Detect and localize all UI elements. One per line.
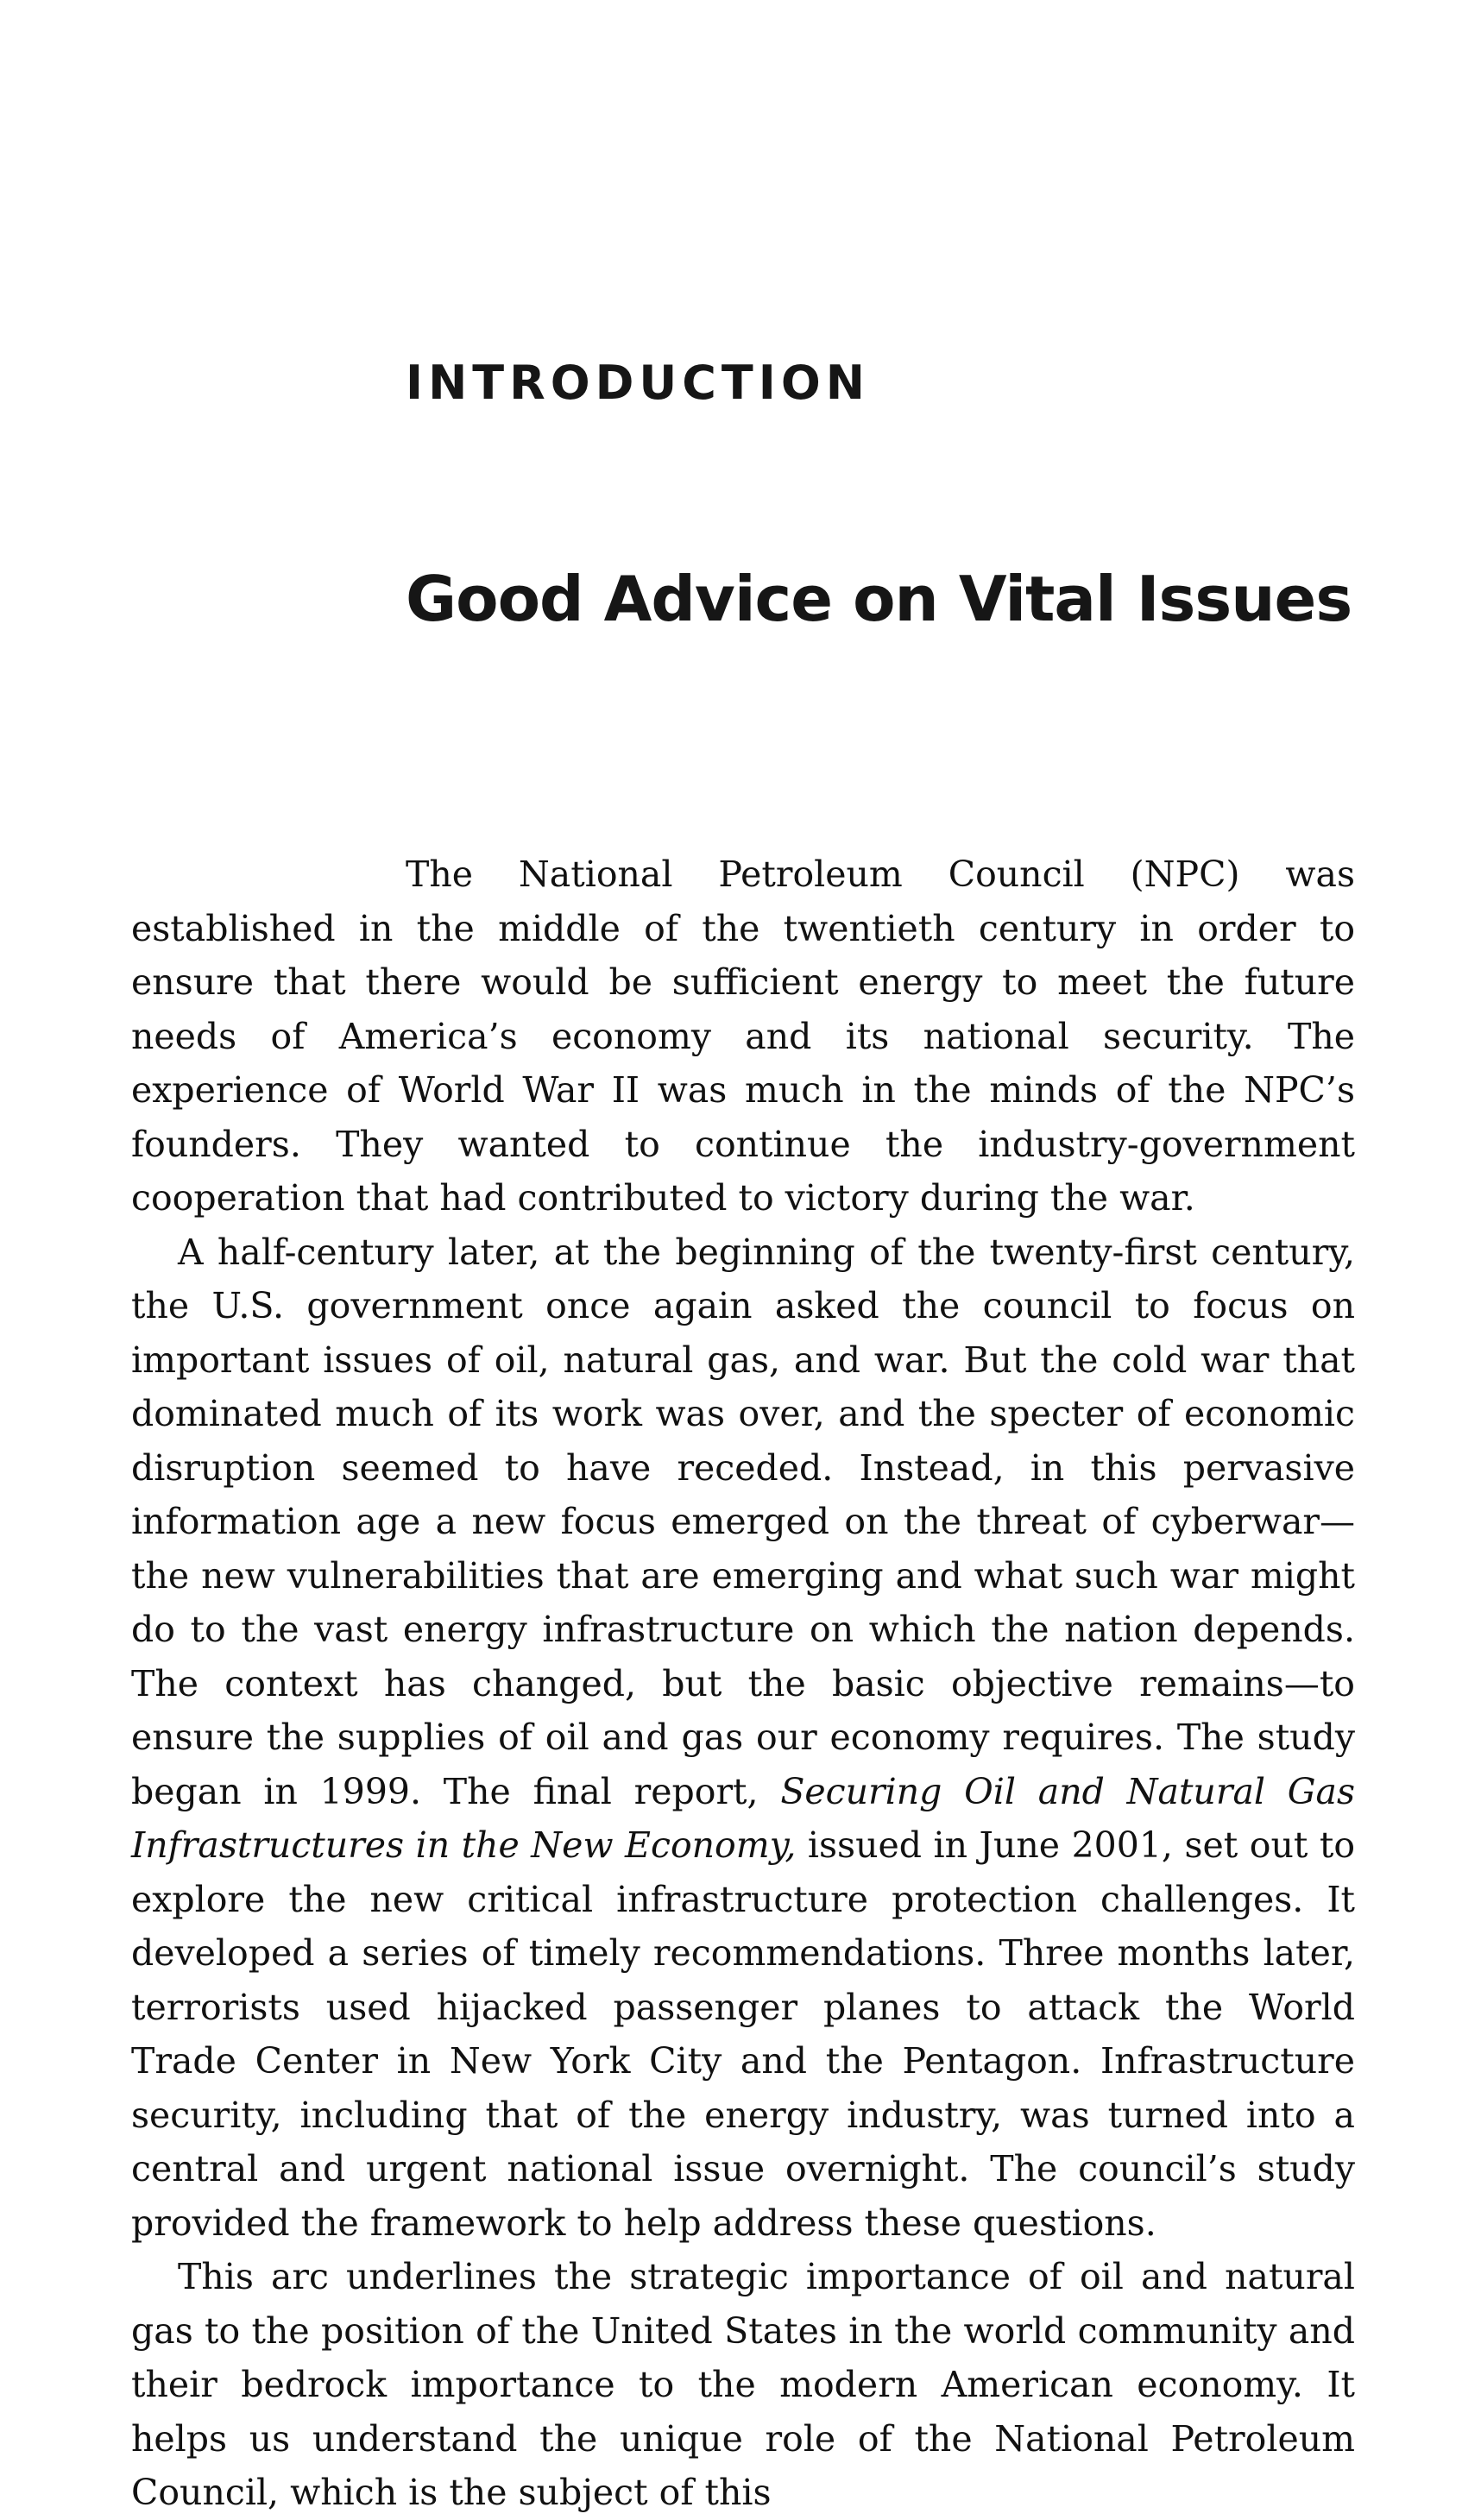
paragraph-3: This arc underlines the strategic importance of oil and natural gas to the position of the United States in the world community and their bedrock importance to the modern American economy. It helps us understand the unique role of the National Petroleum Council, which is the subject of this [131,2256,1355,2513]
paragraph-1: The National Petroleum Council (NPC) was established in the middle of the twentieth century in order to ensure that there would be sufficient energy to meet the future needs of America’s economy and its national security. The experience of World War II was much in the minds of the NPC’s founders. They wanted to continue the industry-government cooperation that had contributed to victory during the war. [131,854,1355,1219]
paragraph-2-before: A half-century later, at the beginning of the twenty-first century, the U.S. government once again asked the council to focus on important issues of oil, natural gas, and war. But the cold war that dominated much of its work was over, and the specter of economic disruption seemed to have receded. Instead, in this pervasive information age a new focus emerged on the threat of cyberwar—the new vulnerabilities that are emerging and what such war might do to the vast energy infrastructure on which the nation depends. The context has changed, but the basic objective remains—to ensure the supplies of oil and gas our economy requires. The study began in 1999. The final report, [131,1231,1355,1812]
report-title: Securing Oil and Natural Gas Infrastructures in the New Economy, [131,1770,1355,1866]
paragraph-2-after: issued in June 2001, set out to explore the new critical infrastructure protection challenges. It developed a series of timely recommendations. Three months later, terrorists used hijacked passenger planes to attack the World Trade Center in New York City and the Pentagon. Infrastructure security, including that of the energy industry, was turned into a central and urgent national issue overnight. The council’s study provided the framework to help address these questions. [131,1824,1355,2244]
paragraph-2 [131,1225,1355,2251]
body-text [131,847,1355,2520]
chapter-title: Good Advice on Vital Issues [406,563,1352,635]
chapter-label: INTRODUCTION [406,356,870,410]
